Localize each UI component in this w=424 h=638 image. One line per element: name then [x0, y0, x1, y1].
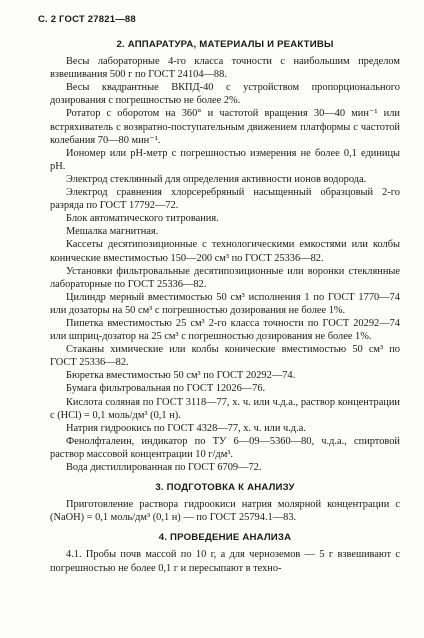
paragraph: Цилиндр мерный вместимостью 50 см³ исполнения 1 по ГОСТ 1770—74 или дозаторы на 50 см³ с погрешностью дозирования не более 1%.: [50, 291, 400, 316]
paragraph: Фенолфталеин, индикатор по ТУ 6—09—5360—80, ч.д.а., спиртовой раствор массовой концентрации 10 г/дм³.: [50, 435, 400, 460]
section-heading-preparation: 3. ПОДГОТОВКА К АНАЛИЗУ: [155, 482, 295, 494]
paragraph: Бумага фильтровальная по ГОСТ 12026—76.: [66, 383, 266, 395]
paragraph: Бюретка вместимостью 50 см³ по ГОСТ 20292—74.: [66, 370, 296, 382]
paragraph: Вода дистиллированная по ГОСТ 6709—72.: [66, 462, 262, 473]
paragraph: Приготовление раствора гидроокиси натрия молярной концентрации c (NaOH) = 0,1 моль/дм³ (0,1 н) — по ГОСТ 25794.1—83.: [50, 499, 400, 524]
section-heading-analysis: 4. ПРОВЕДЕНИЕ АНАЛИЗА: [158, 532, 292, 544]
paragraph: Кислота соляная по ГОСТ 3118—77, х. ч. или ч.д.а., раствор концентрации c (HCl) = 0,1 моль/дм³ (0,1 н).: [50, 396, 400, 421]
paragraph: Иономер или pH-метр с погрешностью измерения не более 0,1 единицы pH.: [50, 147, 400, 172]
paragraph: Электрод сравнения хлорсеребряный насыщенный образцовый 2-го разряда по ГОСТ 17792—72.: [50, 187, 400, 212]
paragraph: Весы лабораторные 4-го класса точности с наибольшим пределом взвешивания 500 г по ГОСТ 24104—88.: [50, 56, 400, 81]
section-heading-apparatus: 2. АППАРАТУРА, МАТЕРИАЛЫ И РЕАКТИВЫ: [116, 39, 334, 50]
paragraph: Ротатор с оборотом на 360° и частотой вращения 30—40 мин⁻¹ или встряхиватель с возвратно-поступательным движением платформы с частотой колебания 70—80 мин⁻¹.: [50, 108, 400, 146]
paragraph: Кассеты десятипозиционные с технологическими емкостями или колбы конические вместимостью 150—200 см³ по ГОСТ 25336—82.: [50, 239, 400, 264]
paragraph: 4.1. Пробы почв массой по 10 г, а для черноземов — 5 г взвешивают с погрешностью не более 0,1 г и пересыпают в техно-: [50, 549, 400, 574]
paragraph: Стаканы химические или колбы конические вместимостью 50 см³ по ГОСТ 25336—82.: [50, 344, 400, 369]
paragraph: Мешалка магнитная.: [66, 226, 159, 238]
paragraph: Пипетка вместимостью 25 см³ 2-го класса точности по ГОСТ 20292—74 или шприц-дозатор на 25 см³ с погрешностью дозирования не более 1%.: [50, 317, 400, 343]
paragraph: Установки фильтровальные десятипозиционные или воронки стеклянные лабораторные по ГОСТ 25336—82.: [50, 265, 400, 290]
paragraph: Электрод стеклянный для определения активности ионов водорода.: [66, 173, 367, 185]
page-content: [50, 38, 400, 575]
paragraph: Весы квадрантные ВКПД-40 с устройством пропорционального дозирования с погрешностью не более 2%.: [50, 82, 400, 107]
paragraph: Блок автоматического титрования.: [66, 213, 219, 225]
running-head: С. 2 ГОСТ 27821—88: [38, 14, 136, 25]
paragraph: Натрия гидроокись по ГОСТ 4328—77, х. ч. или ч.д.а.: [66, 422, 306, 434]
